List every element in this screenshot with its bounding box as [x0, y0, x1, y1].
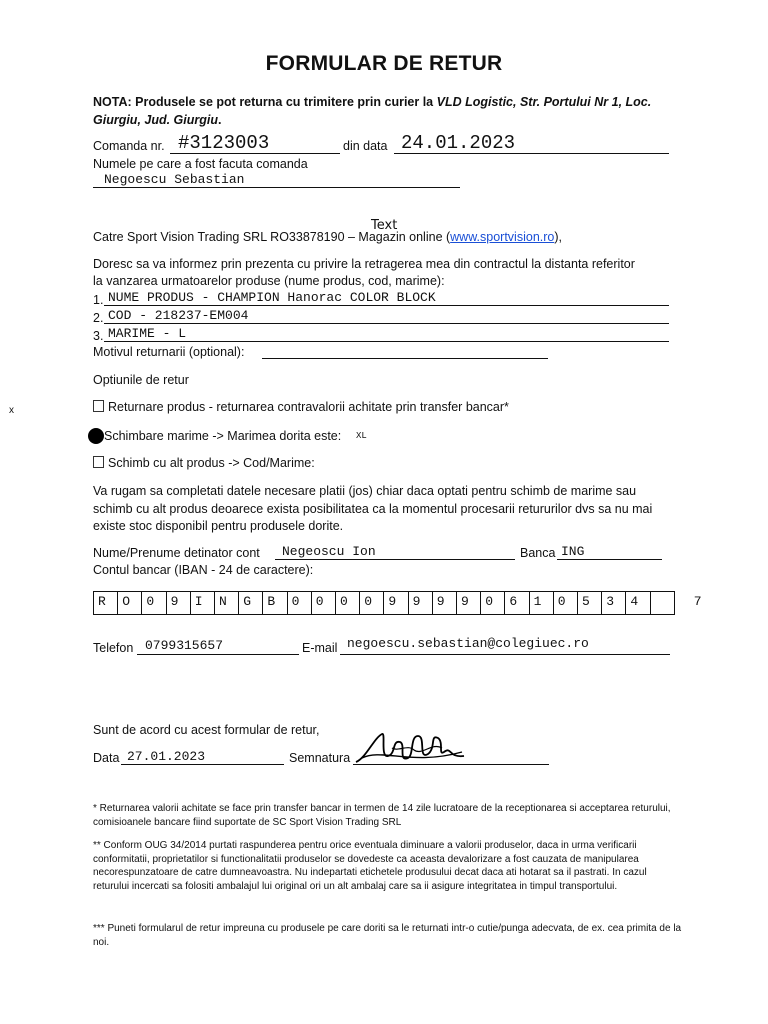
- iban-cell-divider: [383, 592, 384, 614]
- iban-cell-divider: [529, 592, 530, 614]
- reason-label: Motivul returnarii (optional):: [93, 345, 245, 359]
- option-exchange-label: Schimb cu alt produs -> Cod/Marime:: [108, 456, 315, 470]
- iban-char: 9: [412, 594, 421, 609]
- addressee-text: Catre Sport Vision Trading SRL RO33878190 – Magazin online (: [93, 230, 451, 244]
- agreement-text: Sunt de acord cu acest formular de retur,: [93, 723, 320, 737]
- payment-note-line-1: Va rugam sa completati datele necesare platii (jos) chiar daca optati pentru schimb de marime sau: [93, 484, 637, 498]
- product-3-line: [104, 341, 669, 342]
- iban-char: 1: [533, 594, 542, 609]
- order-number-value[interactable]: #3123003: [178, 132, 270, 154]
- note-address: VLD Logistic, Str. Portului Nr 1, Loc. Giurgiu, Jud. Giurgiu: [93, 95, 652, 127]
- iban-char: G: [243, 594, 251, 609]
- footnote-packaging: *** Puneti formularul de retur impreuna cu produsele pe care doriti sa le returnati intr-o cutie/punga adecvata, de ex. cea primita de la noi.: [93, 923, 682, 948]
- stray-text-label: Text: [371, 218, 398, 233]
- iban-cell-divider: [190, 592, 191, 614]
- phone-line: [137, 654, 299, 655]
- option-refund-checkbox[interactable]: [93, 400, 104, 412]
- iban-label: Contul bancar (IBAN - 24 de caractere):: [93, 563, 314, 577]
- account-holder-line: [275, 559, 515, 560]
- iban-cell-divider: [359, 592, 360, 614]
- iban-char: 0: [485, 594, 493, 609]
- stray-x-mark: x: [9, 405, 14, 416]
- iban-cell-divider: [577, 592, 578, 614]
- iban-cell-divider: [601, 592, 602, 614]
- date-value[interactable]: 27.01.2023: [127, 749, 206, 764]
- iban-char: I: [194, 594, 203, 609]
- reason-line[interactable]: [262, 358, 548, 359]
- order-number-label: Comanda nr.: [93, 139, 165, 153]
- footnote-oug: ** Conform OUG 34/2014 purtati raspunderea pentru orice eventuala diminuare a valorii produselor, daca in urma verificarii conformitatii, proprietatilor si functionalitatii produselor se dovedeste ca aceasta devalorizare a fost cauzata de manipularea necorespunzatoare de catre dumneavoastra. Nu indepartati etichetele produsului decat daca ati hotarat sa il pastrati. In cazul returului incercati sa folositi ambalajul lui original ori un alt ambalaj care sa ii asigure integritatea in timpul transportului.: [93, 840, 647, 892]
- option-exchange[interactable]: [93, 456, 315, 470]
- bank-line: [557, 559, 662, 560]
- option-refund-label: Returnare produs - returnarea contravalorii achitate prin transfer bancar*: [108, 400, 509, 414]
- iban-char: 3: [606, 594, 614, 609]
- iban-char: 4: [630, 594, 639, 609]
- email-label: E-mail: [302, 641, 338, 655]
- payment-note-line-2: schimb cu alt produs deoarece exista posibilitatea ca la momentul procesarii retururilor dvs sa nu mai: [93, 502, 653, 516]
- handwritten-signature[interactable]: [352, 728, 470, 770]
- option-size-label: Schimbare marime -> Marimea dorita este:: [104, 429, 342, 443]
- addressee-line: [93, 230, 562, 244]
- iban-char: 6: [509, 594, 518, 609]
- iban-cell-divider: [480, 592, 481, 614]
- order-date-value[interactable]: 24.01.2023: [401, 132, 516, 154]
- option-refund[interactable]: [93, 400, 509, 414]
- order-name-label: Numele pe care a fost facuta comanda: [93, 157, 308, 171]
- payment-note-line-3: existe stoc disponibil pentru produsele dorite.: [93, 519, 344, 533]
- iban-cell-divider: [650, 592, 651, 614]
- iban-char: 0: [146, 594, 155, 609]
- addressee-end: ),: [554, 230, 562, 244]
- order-date-label: din data: [343, 139, 388, 153]
- iban-cell-divider: [238, 592, 239, 614]
- footnote-refund: * Returnarea valorii achitate se face prin transfer bancar in termen de 14 zile lucratoare de la receptionarea si acceptarea returului, comisioanele bancare fiind suportate de SC Sport Vision Trading SRL: [93, 803, 671, 828]
- return-note: [93, 93, 653, 129]
- bank-value[interactable]: ING: [561, 544, 585, 559]
- product-2-number: 2.: [93, 311, 104, 325]
- product-1-line: [104, 305, 669, 306]
- iban-char: 9: [461, 594, 469, 609]
- sportvision-link[interactable]: www.sportvision.ro: [450, 230, 555, 244]
- iban-cell-divider: [262, 592, 263, 614]
- email-line: [340, 654, 670, 655]
- iban-cell-divider: [287, 592, 288, 614]
- iban-char: 5: [582, 594, 590, 609]
- product-2-line: [104, 323, 669, 324]
- account-holder-label: Nume/Prenume detinator cont: [93, 546, 260, 560]
- note-end: .: [218, 113, 222, 127]
- product-3-value[interactable]: MARIME - L: [108, 326, 187, 341]
- iban-cell-divider: [311, 592, 312, 614]
- iban-char: 9: [170, 594, 179, 609]
- iban-char: 9: [436, 594, 445, 609]
- iban-char: 0: [291, 594, 300, 609]
- phone-label: Telefon: [93, 641, 134, 655]
- option-size-value[interactable]: XL: [356, 431, 367, 441]
- iban-char: 0: [364, 594, 372, 609]
- intro-line-1: Doresc sa va informez prin prezenta cu privire la retragerea mea din contractul la distanta referitor: [93, 257, 635, 271]
- iban-cell-divider: [117, 592, 118, 614]
- note-bold: NOTA: Produsele se pot returna cu trimitere prin curier la: [93, 95, 437, 109]
- account-holder-value[interactable]: Negeoscu Ion: [282, 544, 376, 559]
- iban-char: 9: [388, 594, 397, 609]
- form-title: FORMULAR DE RETUR: [265, 52, 503, 75]
- email-value[interactable]: negoescu.sebastian@colegiuec.ro: [347, 636, 589, 651]
- product-3-number: 3.: [93, 329, 104, 343]
- iban-char: B: [267, 594, 276, 609]
- order-name-value[interactable]: Negoescu Sebastian: [104, 172, 245, 187]
- iban-cell-divider: [504, 592, 505, 614]
- iban-cell-divider: [432, 592, 433, 614]
- iban-cell-divider: [141, 592, 142, 614]
- iban-cell-divider: [335, 592, 336, 614]
- iban-char: N: [219, 594, 227, 609]
- iban-cell-divider: [456, 592, 457, 614]
- intro-line-2: la vanzarea urmatoarelor produse (nume produs, cod, marime):: [93, 274, 445, 288]
- iban-cell-divider: [553, 592, 554, 614]
- date-label: Data: [93, 751, 120, 765]
- option-exchange-checkbox[interactable]: [93, 456, 104, 468]
- product-1-value[interactable]: NUME PRODUS - CHAMPION Hanorac COLOR BLOCK: [108, 290, 436, 305]
- iban-char: O: [122, 594, 130, 609]
- iban-cell-divider: [166, 592, 167, 614]
- iban-cell-divider: [625, 592, 626, 614]
- iban-cell-divider: [408, 592, 409, 614]
- iban-char: 0: [557, 594, 566, 609]
- phone-value[interactable]: 0799315657: [145, 638, 224, 653]
- bank-label: Banca: [520, 546, 556, 560]
- signature-label: Semnatura: [289, 751, 351, 765]
- iban-cell-divider: [214, 592, 215, 614]
- date-line: [121, 764, 284, 765]
- product-2-value[interactable]: COD - 218237-EM004: [108, 308, 249, 323]
- iban-char: R: [98, 594, 106, 609]
- options-heading: Optiunile de retur: [93, 373, 189, 387]
- order-name-line: [93, 187, 460, 188]
- iban-char: 7: [693, 594, 702, 609]
- iban-char: 0: [340, 594, 348, 609]
- option-size-selected-dot[interactable]: [88, 428, 104, 444]
- product-1-number: 1.: [93, 293, 104, 307]
- iban-char: 0: [315, 594, 324, 609]
